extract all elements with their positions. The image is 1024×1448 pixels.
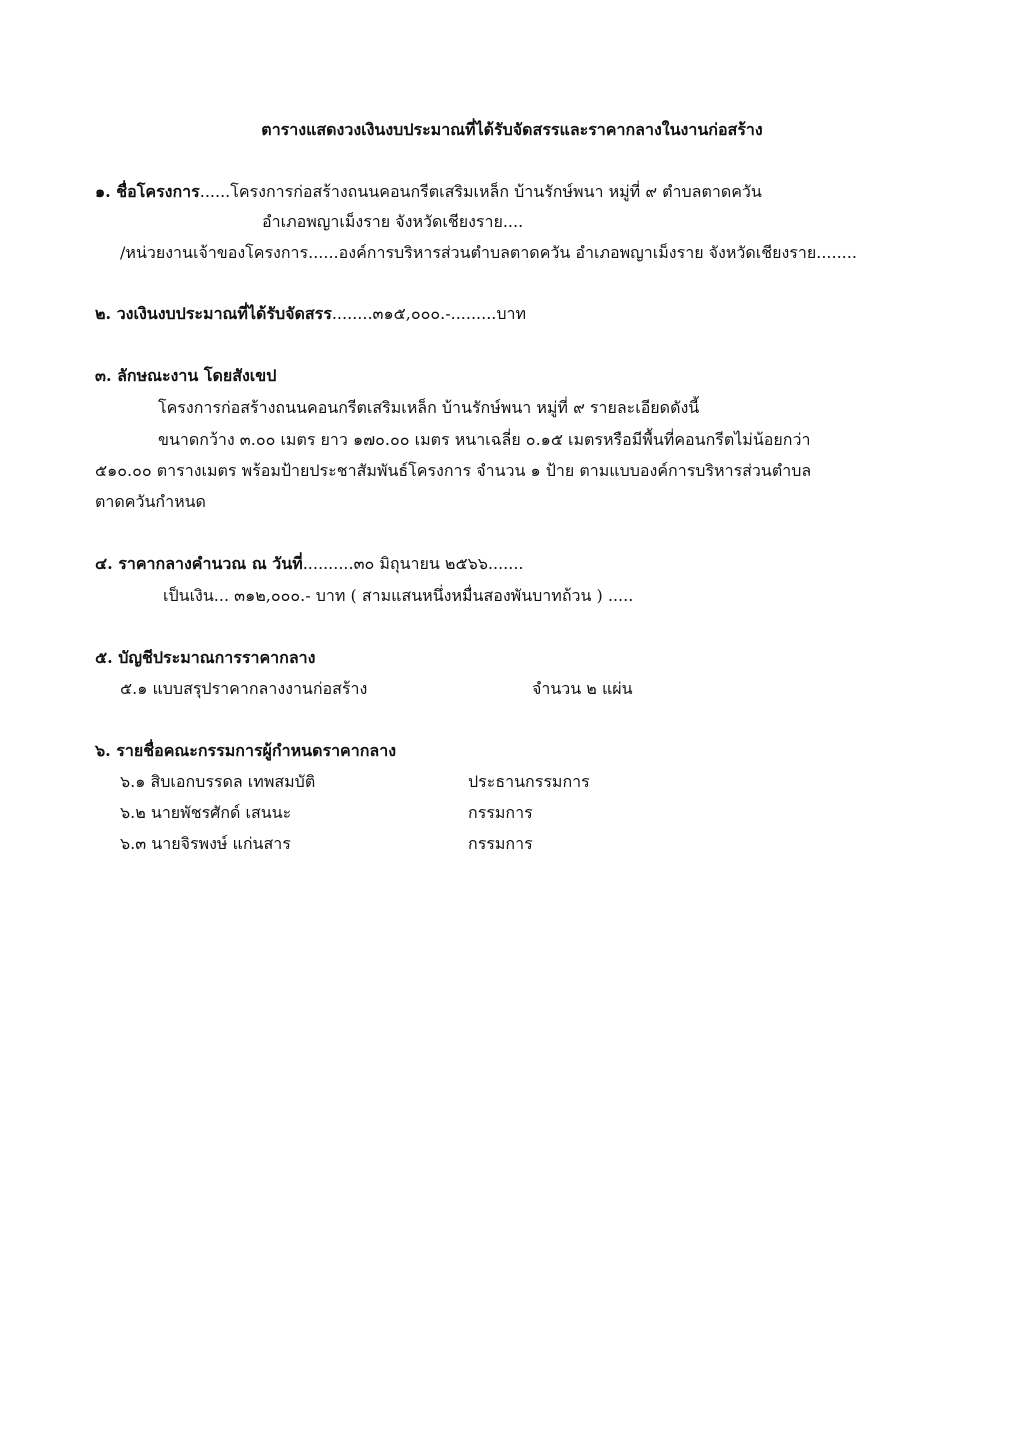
committee-member-role: ประธานกรรมการ [468, 772, 590, 791]
committee-member-role: กรรมการ [468, 834, 533, 853]
section4-line1 [95, 552, 524, 576]
section2-label: ๒. วงเงินงบประมาณที่ได้รับจัดสรร [95, 304, 332, 323]
committee-member-name: ๖.๑ สิบเอกบรรดล เทพสมบัติ [120, 772, 316, 791]
section5-item [120, 677, 680, 701]
section4-date-value: ..........๓๐ มิถุนายน ๒๕๖๖....... [302, 554, 524, 573]
section1-value-line2: อำเภอพญาเม็งราย จังหวัดเชียงราย.... [262, 212, 524, 231]
committee-member-row [120, 832, 640, 856]
section3-line3: ๕๑๐.๐๐ ตารางเมตร พร้อมป้ายประชาสัมพันธ์โครงการ จำนวน ๑ ป้าย ตามแบบองค์การบริหารส่วนตำบล [95, 461, 812, 480]
committee-member-role: กรรมการ [468, 803, 533, 822]
document-title: ตารางแสดงวงเงินงบประมาณที่ได้รับจัดสรรและราคากลางในงานก่อสร้าง [261, 120, 763, 139]
section3-line4: ตาดควันกำหนด [95, 492, 206, 511]
section6-label: ๖. รายชื่อคณะกรรมการผู้กำหนดราคากลาง [95, 741, 397, 760]
section1-value-line1: ......โครงการก่อสร้างถนนคอนกรีตเสริมเหล็ก บ้านรักษ์พนา หมู่ที่ ๙ ตำบลตาดควัน [199, 182, 762, 201]
section4-amount-line: เป็นเงิน... ๓๑๒,๐๐๐.- บาท ( สามแสนหนึ่งหมื่นสองพันบาทถ้วน ) ..... [163, 586, 634, 605]
committee-member-name: ๖.๓ นายจิรพงษ์ แก่นสาร [120, 834, 291, 853]
section2-line [95, 302, 526, 326]
committee-member-name: ๖.๒ นายพัชรศักด์ เสนนะ [120, 803, 292, 822]
section1-line1 [95, 180, 762, 204]
section3-line1: โครงการก่อสร้างถนนคอนกรีตเสริมเหล็ก บ้านรักษ์พนา หมู่ที่ ๙ รายละเอียดดังนี้ [158, 398, 700, 417]
section1-owner-line: /หน่วยงานเจ้าของโครงการ......องค์การบริหารส่วนตำบลตาดควัน อำเภอพญาเม็งราย จังหวัดเชียงราย........ [120, 243, 857, 262]
section5-label: ๕. บัญชีประมาณการราคากลาง [95, 648, 316, 667]
section2-value: ........๓๑๕,๐๐๐.-.........บาท [331, 304, 527, 323]
section1-label: ๑. ชื่อโครงการ [95, 182, 200, 201]
section4-label: ๔. ราคากลางคำนวณ ณ วันที่ [95, 554, 303, 573]
section5-item-name: ๕.๑ แบบสรุปราคากลางงานก่อสร้าง [120, 679, 368, 698]
section5-item-quantity: จำนวน ๒ แผ่น [532, 679, 633, 698]
section3-line2: ขนาดกว้าง ๓.๐๐ เมตร ยาว ๑๗๐.๐๐ เมตร หนาเฉลี่ย ๐.๑๕ เมตรหรือมีพื้นที่คอนกรีตไม่น้อยกว่า [158, 430, 811, 449]
section3-label: ๓. ลักษณะงาน โดยสังเขป [95, 366, 277, 385]
committee-member-row [120, 801, 640, 825]
committee-member-row [120, 770, 640, 794]
